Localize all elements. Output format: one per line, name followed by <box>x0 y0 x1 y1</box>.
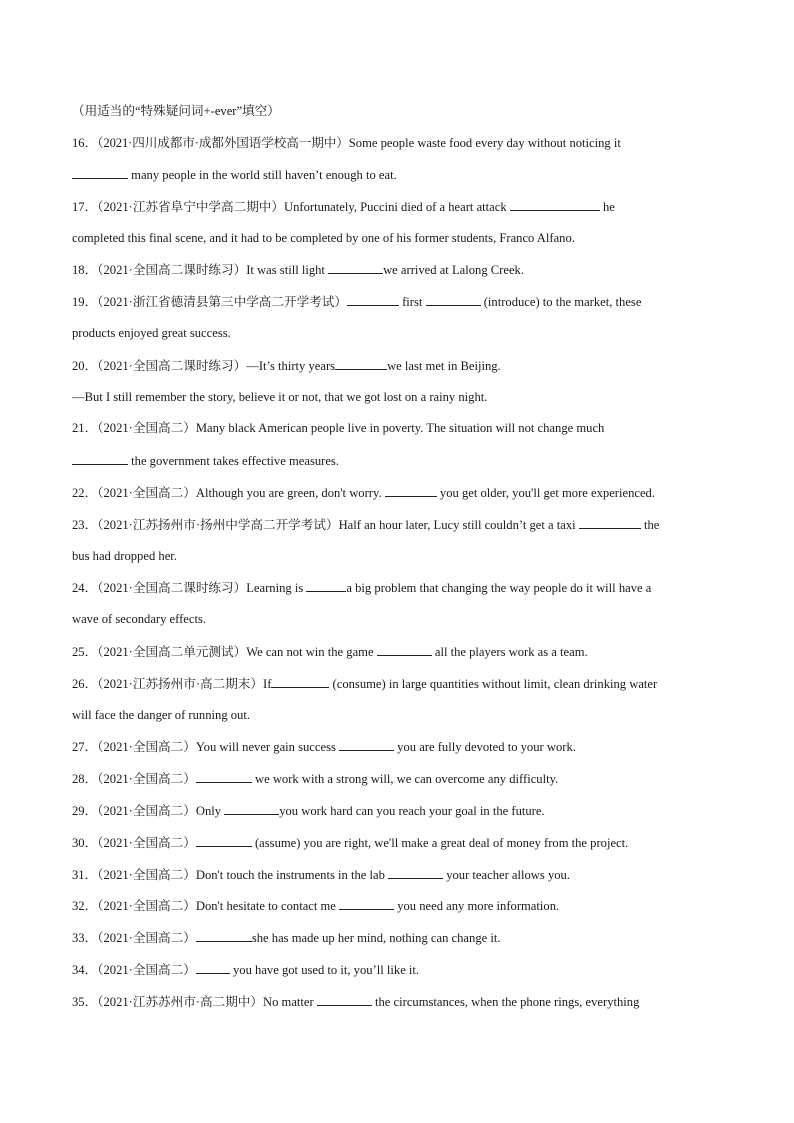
question-number: 28． <box>72 772 98 786</box>
answer-blank[interactable] <box>72 452 128 465</box>
answer-blank[interactable] <box>72 166 128 179</box>
question-text: It was still light <box>246 263 329 277</box>
question-text: (consume) in large quantities without limit, clean drinking water <box>329 677 658 691</box>
question-number: 27． <box>72 740 98 754</box>
question-source: （2021·全国高二） <box>97 868 196 882</box>
question-source: （2021·全国高二） <box>97 740 196 754</box>
answer-blank[interactable] <box>385 484 437 497</box>
question-source: （2021·江苏苏州市·高二期中） <box>97 995 263 1009</box>
question-text: Some people waste food every day without noticing it <box>348 136 621 150</box>
question-source: （2021·全国高二） <box>97 963 196 977</box>
question-text: we work with a strong will, we can overcome any difficulty. <box>251 772 559 786</box>
question-text: (introduce) to the market, these <box>480 295 642 309</box>
question-text: the government takes effective measures. <box>128 454 339 468</box>
question-17 <box>72 198 722 215</box>
question-text: we last met in Beijing. <box>387 359 501 373</box>
question-text: —It’s thirty years <box>246 359 336 373</box>
answer-blank[interactable] <box>579 516 641 529</box>
question-20 <box>72 357 722 374</box>
question-text: If <box>263 677 272 691</box>
answer-blank[interactable] <box>317 993 372 1006</box>
answer-blank[interactable] <box>196 770 252 783</box>
question-number: 21． <box>72 421 98 435</box>
question-23-cont: bus had dropped her. <box>72 549 177 563</box>
answer-blank[interactable] <box>328 261 383 274</box>
question-text: she has made up her mind, nothing can change it. <box>251 931 501 945</box>
question-text: Half an hour later, Lucy still couldn’t get a taxi <box>338 518 579 532</box>
question-text: the circumstances, when the phone rings, everything <box>371 995 640 1009</box>
question-21 <box>72 420 722 436</box>
answer-blank[interactable] <box>224 802 279 815</box>
question-24-cont: wave of secondary effects. <box>72 612 207 626</box>
question-text: your teacher allows you. <box>443 868 570 882</box>
question-source: （2021·江苏扬州市·高二期末） <box>97 677 263 691</box>
question-number: 19． <box>72 295 98 309</box>
question-source: （2021·全国高二课时练习） <box>97 359 247 373</box>
question-20-cont: —But I still remember the story, believe it or not, that we got lost on a rainy night. <box>72 390 488 404</box>
question-number: 31． <box>72 868 98 882</box>
question-19-cont: products enjoyed great success. <box>72 326 231 340</box>
question-16-cont <box>72 166 722 183</box>
question-26-cont: will face the danger of running out. <box>72 708 251 722</box>
answer-blank[interactable] <box>196 834 252 847</box>
answer-blank[interactable] <box>510 198 600 211</box>
question-text: Many black American people live in poverty. The situation will not change much <box>195 421 605 435</box>
question-text: Don't hesitate to contact me <box>195 899 340 913</box>
question-23 <box>72 516 722 533</box>
question-35 <box>72 993 722 1010</box>
question-number: 16． <box>72 136 98 150</box>
question-text: you need any more information. <box>394 899 560 913</box>
question-source: （2021·全国高二） <box>97 899 196 913</box>
answer-blank[interactable] <box>271 675 329 688</box>
question-text: Only <box>195 804 225 818</box>
question-number: 29． <box>72 804 98 818</box>
question-number: 24． <box>72 581 98 595</box>
question-number: 20． <box>72 359 98 373</box>
answer-blank[interactable] <box>339 897 394 910</box>
question-source: （2021·全国高二） <box>97 836 196 850</box>
answer-blank[interactable] <box>306 579 346 592</box>
question-text: first <box>398 295 426 309</box>
question-number: 30． <box>72 836 98 850</box>
answer-blank[interactable] <box>388 866 443 879</box>
question-source: （2021·浙江省德清县第三中学高二开学考试） <box>97 295 347 309</box>
question-number: 35． <box>72 995 98 1009</box>
question-number: 33． <box>72 931 98 945</box>
question-text: you get older, you'll get more experienced. <box>436 486 655 500</box>
question-text: you work hard can you reach your goal in the future. <box>279 804 545 818</box>
question-source: （2021·全国高二） <box>97 486 196 500</box>
question-text: (assume) you are right, we'll make a great deal of money from the project. <box>251 836 629 850</box>
question-33 <box>72 929 722 946</box>
question-24 <box>72 579 722 596</box>
question-source: （2021·全国高二） <box>97 772 196 786</box>
question-22 <box>72 484 722 501</box>
question-text: all the players work as a team. <box>431 645 588 659</box>
question-number: 34． <box>72 963 98 977</box>
question-text: Although you are green, don't worry. <box>195 486 385 500</box>
question-number: 23． <box>72 518 98 532</box>
question-source: （2021·全国高二） <box>97 804 196 818</box>
question-21-cont <box>72 452 722 469</box>
question-text: we arrived at Lalong Creek. <box>383 263 524 277</box>
question-30 <box>72 834 722 851</box>
question-source: （2021·四川成都市·成都外国语学校高一期中） <box>97 136 349 150</box>
question-text: you have got used to it, you’ll like it. <box>229 963 420 977</box>
question-text: No matter <box>263 995 317 1009</box>
question-source: （2021·全国高二） <box>97 931 196 945</box>
question-29 <box>72 802 722 819</box>
question-text: he <box>599 200 615 214</box>
question-source: （2021·全国高二课时练习） <box>97 581 247 595</box>
question-number: 22． <box>72 486 98 500</box>
answer-blank[interactable] <box>377 643 432 656</box>
instruction-header: （用适当的“特殊疑问词+-ever”填空） <box>72 104 280 118</box>
question-text: you are fully devoted to your work. <box>394 740 576 754</box>
question-text: You will never gain success <box>195 740 340 754</box>
answer-blank[interactable] <box>339 738 394 751</box>
question-text: a big problem that changing the way people do it will have a <box>346 581 652 595</box>
question-source: （2021·江苏省阜宁中学高二期中） <box>97 200 284 214</box>
answer-blank[interactable] <box>335 357 387 370</box>
question-34 <box>72 961 722 978</box>
question-text: Unfortunately, Puccini died of a heart attack <box>284 200 510 214</box>
question-number: 17． <box>72 200 98 214</box>
answer-blank[interactable] <box>196 961 230 974</box>
question-28 <box>72 770 722 787</box>
question-text: the <box>640 518 660 532</box>
question-number: 25． <box>72 645 98 659</box>
question-19 <box>72 293 722 310</box>
question-text: We can not win the game <box>246 645 377 659</box>
answer-blank[interactable] <box>426 293 481 306</box>
answer-blank[interactable] <box>196 929 252 942</box>
question-source: （2021·全国高二课时练习） <box>97 263 247 277</box>
question-25 <box>72 643 722 660</box>
question-18 <box>72 261 722 278</box>
question-26 <box>72 675 722 692</box>
question-16 <box>72 135 722 151</box>
question-source: （2021·全国高二单元测试） <box>97 645 247 659</box>
question-text: Don't touch the instruments in the lab <box>195 868 389 882</box>
question-number: 26． <box>72 677 98 691</box>
question-27 <box>72 738 722 755</box>
question-source: （2021·江苏扬州市·扬州中学高二开学考试） <box>97 518 339 532</box>
question-32 <box>72 897 722 914</box>
question-31 <box>72 866 722 883</box>
question-text: many people in the world still haven’t enough to eat. <box>128 168 397 182</box>
question-text: Learning is <box>246 581 307 595</box>
question-source: （2021·全国高二） <box>97 421 196 435</box>
question-17-cont: completed this final scene, and it had to be completed by one of his former students, Franco Alfano. <box>72 231 575 245</box>
answer-blank[interactable] <box>347 293 399 306</box>
question-number: 32． <box>72 899 98 913</box>
question-number: 18． <box>72 263 98 277</box>
